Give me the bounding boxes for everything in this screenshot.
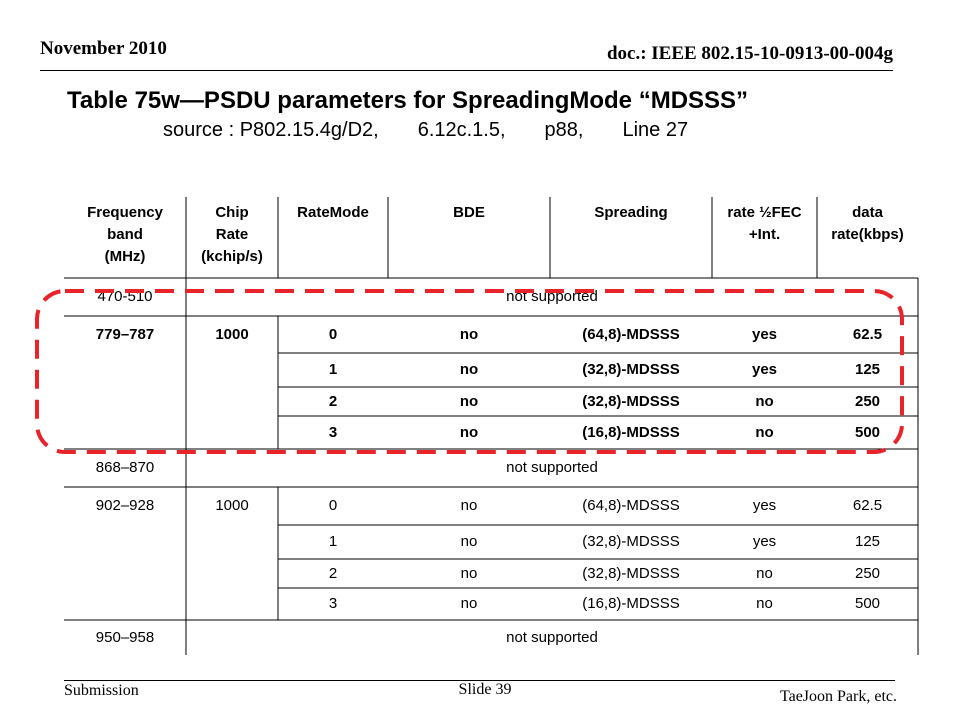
rate-mode-cell: 2 [328, 392, 338, 410]
column-header-text: band [107, 226, 143, 243]
bde-cell: no [459, 361, 479, 378]
spreading-cell: (32,8)-MDSSS [582, 533, 680, 550]
fec-cell: yes [751, 361, 778, 378]
data-rate-cell: 500 [854, 595, 881, 612]
fec-cell: yes [752, 497, 777, 514]
source-clause: 6.12c.1.5, [417, 119, 506, 141]
column-header-text: +Int. [748, 226, 781, 243]
source-document: source : P802.15.4g/D2, [163, 119, 379, 141]
fec-cell: no [756, 595, 773, 612]
column-header-text: RateMode [297, 204, 369, 221]
column-header-rate-mode [278, 197, 388, 278]
column-header-text: Rate [215, 226, 249, 243]
chip-rate-cell: 1000 [215, 497, 249, 514]
bde-cell: no [460, 497, 478, 514]
data-rate-cell: 62.5 [852, 325, 883, 343]
bde-cell: no [460, 564, 478, 582]
rate-mode-cell: 3 [328, 423, 338, 441]
data-rate-cell: 250 [854, 392, 881, 410]
fec-cell: no [755, 392, 774, 410]
fec-cell: no [756, 564, 773, 582]
fec-cell: no [755, 423, 774, 441]
rate-mode-cell: 2 [328, 564, 338, 582]
band-cell: 470-510 [97, 288, 153, 305]
header-doc-id: doc.: IEEE 802.15-10-0913-00-004g [606, 43, 893, 64]
spreading-cell: (16,8)-MDSSS [582, 423, 680, 441]
data-rate-cell: 62.5 [852, 497, 883, 514]
column-header-text: (MHz) [104, 248, 146, 265]
source-line-number: Line 27 [622, 119, 689, 141]
column-header-fec [712, 197, 817, 278]
data-rate-cell: 125 [854, 361, 881, 378]
header-rule [40, 70, 893, 71]
column-header-chip-rate [186, 197, 278, 278]
band-cell: 779–787 [95, 325, 155, 343]
bde-cell: no [459, 423, 479, 441]
band-status-cell: not supported [506, 628, 598, 646]
rate-mode-cell: 3 [328, 595, 338, 612]
data-rate-cell: 125 [854, 533, 881, 550]
spreading-cell: (32,8)-MDSSS [582, 564, 680, 582]
source-page: p88, [544, 119, 584, 141]
column-header-text: rate(kbps) [831, 226, 904, 243]
bde-cell: no [459, 325, 479, 343]
column-header-text: data [852, 204, 883, 221]
data-rate-cell: 500 [854, 423, 881, 441]
spreading-cell: (32,8)-MDSSS [582, 361, 680, 378]
spreading-cell: (64,8)-MDSSS [582, 325, 680, 343]
column-header-data-rate [817, 197, 918, 278]
column-header-text: Chip [215, 204, 249, 221]
fec-cell: yes [752, 533, 777, 550]
column-header-spreading [550, 197, 712, 278]
rate-mode-cell: 0 [328, 497, 338, 514]
fec-cell: yes [751, 325, 778, 343]
bde-cell: no [459, 392, 479, 410]
band-cell: 868–870 [95, 459, 155, 476]
column-header-text: Spreading [594, 204, 668, 221]
band-cell: 950–958 [95, 628, 155, 646]
column-header-text: BDE [453, 204, 485, 221]
spreading-cell: (32,8)-MDSSS [582, 392, 680, 410]
column-header-bde [388, 197, 550, 278]
rate-mode-cell: 1 [328, 533, 338, 550]
column-header-text: rate ½FEC [727, 204, 802, 221]
spreading-cell: (16,8)-MDSSS [582, 595, 680, 612]
footer-submission: Submission [64, 682, 139, 699]
bde-cell: no [460, 595, 478, 612]
rate-mode-cell: 0 [328, 325, 338, 343]
band-cell: 902–928 [95, 497, 155, 514]
data-rate-cell: 250 [854, 564, 881, 582]
rate-mode-cell: 1 [328, 361, 338, 378]
source-line [163, 118, 688, 142]
chip-rate-cell: 1000 [215, 325, 249, 343]
column-header-text: Frequency [87, 204, 163, 221]
band-status-cell: not supported [506, 288, 598, 305]
table-title: Table 75w—PSDU parameters for SpreadingMode “MDSSS” [67, 87, 749, 114]
header-date: November 2010 [40, 38, 167, 59]
column-header-text: (kchip/s) [201, 248, 263, 265]
footer-slide-number: Slide 39 [458, 681, 512, 698]
column-header-frequency-band [64, 197, 186, 278]
band-status-cell: not supported [506, 459, 598, 476]
spreading-cell: (64,8)-MDSSS [582, 497, 680, 514]
bde-cell: no [460, 533, 478, 550]
footer-author: TaeJoon Park, etc. [779, 688, 897, 705]
